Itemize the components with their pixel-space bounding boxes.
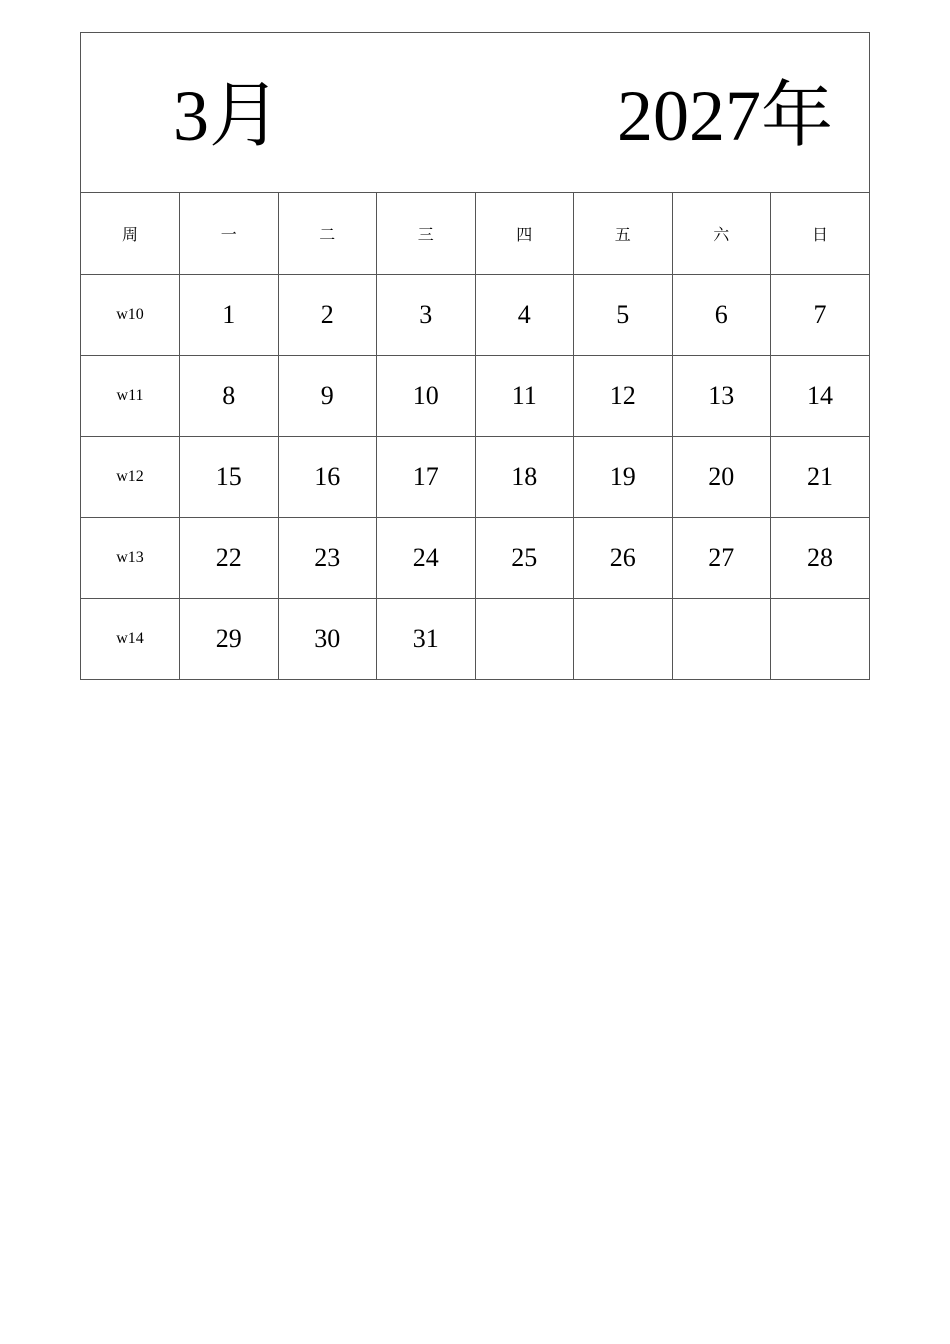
day-cell: 24 [377, 517, 476, 598]
weekday-header-row [81, 193, 869, 274]
day-cell: 2 [278, 274, 377, 355]
weekday-thursday: 四 [475, 193, 574, 274]
week-row [81, 274, 869, 355]
weekday-friday: 五 [574, 193, 673, 274]
day-cell: 17 [377, 436, 476, 517]
day-cell: 13 [672, 355, 771, 436]
day-cell: 15 [180, 436, 279, 517]
week-number: w12 [81, 436, 180, 517]
year-title: 2027年 [616, 76, 833, 156]
day-cell: 20 [672, 436, 771, 517]
weekday-sunday: 日 [771, 193, 870, 274]
day-cell: 21 [771, 436, 870, 517]
day-cell: 9 [278, 355, 377, 436]
day-cell: 10 [377, 355, 476, 436]
week-number: w13 [81, 517, 180, 598]
week-number: w14 [81, 598, 180, 679]
calendar-grid [81, 193, 869, 679]
week-row [81, 598, 869, 679]
calendar [80, 32, 870, 680]
day-cell: 7 [771, 274, 870, 355]
empty-day-cell [771, 598, 870, 679]
week-row [81, 436, 869, 517]
day-cell: 14 [771, 355, 870, 436]
weekday-monday: 一 [180, 193, 279, 274]
day-cell: 8 [180, 355, 279, 436]
week-number: w11 [81, 355, 180, 436]
day-cell: 31 [377, 598, 476, 679]
week-column-header: 周 [81, 193, 180, 274]
day-cell: 18 [475, 436, 574, 517]
week-number: w10 [81, 274, 180, 355]
empty-day-cell [672, 598, 771, 679]
day-cell: 27 [672, 517, 771, 598]
day-cell: 16 [278, 436, 377, 517]
day-cell: 25 [475, 517, 574, 598]
day-cell: 4 [475, 274, 574, 355]
week-row [81, 355, 869, 436]
week-row [81, 517, 869, 598]
day-cell: 6 [672, 274, 771, 355]
day-cell: 28 [771, 517, 870, 598]
day-cell: 30 [278, 598, 377, 679]
day-cell: 12 [574, 355, 673, 436]
day-cell: 1 [180, 274, 279, 355]
day-cell: 11 [475, 355, 574, 436]
month-title: 3月 [173, 76, 282, 156]
calendar-header [81, 33, 869, 193]
weekday-wednesday: 三 [377, 193, 476, 274]
day-cell: 23 [278, 517, 377, 598]
day-cell: 5 [574, 274, 673, 355]
day-cell: 19 [574, 436, 673, 517]
day-cell: 29 [180, 598, 279, 679]
day-cell: 22 [180, 517, 279, 598]
empty-day-cell [574, 598, 673, 679]
day-cell: 26 [574, 517, 673, 598]
empty-day-cell [475, 598, 574, 679]
weekday-saturday: 六 [672, 193, 771, 274]
weekday-tuesday: 二 [278, 193, 377, 274]
day-cell: 3 [377, 274, 476, 355]
